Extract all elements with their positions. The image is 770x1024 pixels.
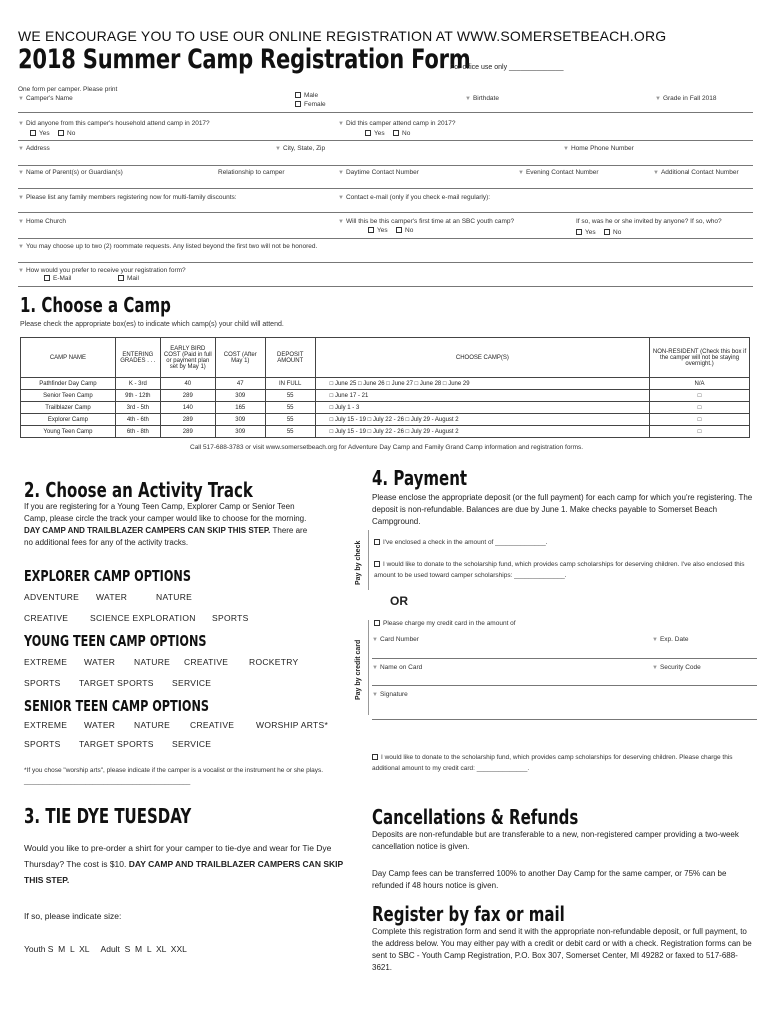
relationship-field[interactable] [218, 169, 284, 176]
section2-title: 2. Choose an Activity Track [24, 478, 253, 502]
worship-footnote: *If you chose "worship arts", please indicate if the camper is a vocalist or the instrument he or she plays. ______________________________________________ [24, 767, 324, 785]
checkbox-icon[interactable] [396, 227, 402, 233]
daytime-label: Daytime Contact Number [345, 169, 419, 176]
exp-date-field[interactable] [652, 636, 689, 643]
checkbox-icon[interactable] [365, 130, 371, 136]
track-option[interactable]: CREATIVE [184, 657, 229, 667]
section4-title: 4. Payment [372, 466, 468, 490]
security-code-field[interactable] [652, 664, 701, 671]
table-cell-early: 289 [160, 414, 215, 426]
no-label: No [402, 130, 411, 137]
section3-text [24, 840, 344, 888]
track-option[interactable]: TARGET SPORTS [79, 678, 154, 688]
first-time-yes[interactable] [368, 227, 388, 234]
church-label: Home Church [25, 218, 67, 225]
tie-dye-bold: DAY CAMP AND TRAILBLAZER CAMPERS CAN SKIP THIS STEP. [24, 859, 344, 885]
size-options[interactable]: Youth S M L XL Adult S M L XL XXL [24, 944, 187, 954]
city-label: City, State, Zip [282, 145, 326, 152]
home-phone-label: Home Phone Number [570, 145, 634, 152]
donate-card-label: I would like to donate to the scholarship fund, which provides camp scholarships for deserving children. Please charge this additional amount to my credit card: ______________. [372, 754, 733, 772]
donate-check-option[interactable] [374, 559, 759, 581]
table-header: ENTERING GRADES . . . [115, 338, 160, 378]
checkbox-icon[interactable] [58, 130, 64, 136]
card-number-label: Card Number [379, 636, 419, 643]
email-option[interactable] [44, 275, 71, 282]
triangle-icon: ▼ [18, 195, 24, 201]
track-option[interactable]: ADVENTURE [24, 592, 80, 602]
donate-check-label: I would like to donate to the scholarship fund, which provides camp scholarships for deserving children. I've also enclosed this amount to be used toward camper scholarships: ______________. [374, 561, 745, 579]
table-cell-choices[interactable]: □ July 1 - 3 [315, 402, 649, 414]
table-cell-cost: 165 [215, 402, 265, 414]
evening-field[interactable] [518, 169, 599, 176]
attended-no[interactable] [393, 130, 410, 137]
table-header: DEPOSIT AMOUNT [265, 338, 315, 378]
enclosed-label: I've enclosed a check in the amount of ______________. [383, 539, 548, 546]
triangle-icon: ▼ [465, 96, 471, 102]
checkbox-icon[interactable] [295, 101, 301, 107]
table-header: COST (After May 1) [215, 338, 265, 378]
family-members-field[interactable] [18, 194, 237, 201]
pay-by-check-label: Pay by check [355, 540, 362, 585]
explorer-row-2 [24, 613, 249, 623]
checkbox-icon[interactable] [604, 229, 610, 235]
track-option[interactable]: SPORTS [24, 678, 61, 688]
divider [372, 658, 757, 659]
table-cell-deposit: 55 [265, 402, 315, 414]
additional-label: Additional Contact Number [660, 169, 739, 176]
divider [368, 530, 369, 590]
triangle-icon: ▼ [372, 637, 378, 643]
checkbox-icon[interactable] [393, 130, 399, 136]
table-cell-nonres[interactable]: □ [650, 414, 750, 426]
checkbox-icon[interactable] [374, 620, 380, 626]
roommate-label: You may choose up to two (2) roommate requests. Any listed beyond the first two will not be honored. [25, 243, 318, 250]
home-church-field[interactable] [18, 218, 66, 225]
track-option[interactable]: WORSHIP ARTS* [256, 720, 329, 730]
triangle-icon: ▼ [338, 121, 344, 127]
triangle-icon: ▼ [18, 244, 24, 250]
track-option[interactable]: WATER [84, 720, 116, 730]
birthdate-label: Birthdate [472, 95, 499, 102]
table-cell-nonres[interactable]: N/A [650, 378, 750, 390]
table-cell-cost: 47 [215, 378, 265, 390]
table-cell-grades: K - 3rd [115, 378, 160, 390]
table-cell-cost: 309 [215, 426, 265, 438]
table-cell-choices[interactable]: □ June 25 □ June 26 □ June 27 □ June 28 □ June 29 [315, 378, 649, 390]
cancellations-p1: Deposits are non-refundable but are transferable to a new, non-registered camper providing a two-week cancellation notice is given. [372, 830, 739, 851]
pay-by-card-label: Pay by credit card [355, 639, 362, 700]
divider [18, 165, 753, 166]
receive-form-question [18, 267, 186, 274]
table-header: CAMP NAME [21, 338, 116, 378]
table-footer: Call 517-688-3783 or visit www.somersetbeach.org for Adventure Day Camp and Family Grand Camp information and registration forms. [190, 444, 584, 451]
page-title: 2018 Summer Camp Registration Form [18, 44, 471, 75]
grade-label: Grade in Fall 2018 [662, 95, 717, 102]
household-no[interactable] [58, 130, 75, 137]
table-cell-early: 289 [160, 426, 215, 438]
divider [372, 719, 757, 720]
track-option[interactable]: CREATIVE [24, 613, 69, 623]
intro-bold: DAY CAMP AND TRAILBLAZER CAMPERS CAN SKIP THIS STEP. [24, 526, 271, 535]
mail-option[interactable] [118, 275, 139, 282]
checkbox-icon[interactable] [576, 229, 582, 235]
table-row [21, 426, 750, 438]
checkbox-icon[interactable] [118, 275, 124, 281]
triangle-icon: ▼ [372, 692, 378, 698]
attended-label: Did this camper attend camp in 2017? [345, 120, 456, 127]
triangle-icon: ▼ [338, 219, 344, 225]
table-cell-name: Young Teen Camp [21, 426, 116, 438]
table-header-row [21, 338, 750, 378]
invited-yes[interactable] [576, 229, 596, 236]
female-label: Female [304, 101, 326, 108]
section3-title: 3. TIE DYE TUESDAY [24, 804, 192, 828]
register-title: Register by fax or mail [372, 902, 565, 926]
enclosed-check-option[interactable] [374, 539, 548, 546]
table-cell-nonres[interactable]: □ [650, 402, 750, 414]
name-on-card-field[interactable] [372, 664, 422, 671]
track-option[interactable]: TARGET SPORTS [79, 739, 154, 749]
track-option[interactable]: EXTREME [24, 657, 68, 667]
address-label: Address [25, 145, 50, 152]
attended-yes[interactable] [365, 130, 385, 137]
intro-end: There are no additional fees for any of the activity tracks. [24, 526, 308, 547]
invited-question: If so, was he or she invited by anyone? If so, who? [576, 218, 722, 225]
checkbox-icon[interactable] [295, 92, 301, 98]
relationship-label: Relationship to camper [218, 169, 285, 176]
table-cell-nonres[interactable]: □ [650, 426, 750, 438]
table-header: CHOOSE CAMP(S) [315, 338, 649, 378]
contact-email-field[interactable] [338, 194, 490, 201]
household-label: Did anyone from this camper's household attend camp in 2017? [25, 120, 210, 127]
checkbox-icon[interactable] [374, 539, 380, 545]
triangle-icon: ▼ [652, 665, 658, 671]
checkbox-icon[interactable] [372, 754, 378, 760]
roommate-field[interactable] [18, 243, 317, 250]
first-time-label: Will this be this camper's first time at an SBC youth camp? [345, 218, 515, 225]
birthdate-field[interactable] [465, 95, 499, 102]
invited-no[interactable] [604, 229, 621, 236]
parents-label: Name of Parent(s) or Guardian(s) [25, 169, 123, 176]
table-cell-name: Pathfinder Day Camp [21, 378, 116, 390]
register-text: Complete this registration form and send it with the appropriate non-refundable deposit, or full payment, to the address below. You may either pay with a credit or debit card or with a check. Registration forms can be sent to SBC - Youth Camp Registration, P.O. Box 307, Somerset Center, MI 49282 or faxed to 517-688-3621. [372, 927, 752, 972]
male-label: Male [304, 92, 319, 99]
triangle-icon: ▼ [18, 121, 24, 127]
table-header: EARLY BIRD COST (Paid in full or payment plan set by May 1) [160, 338, 215, 378]
no-label: No [613, 229, 622, 236]
young-title: YOUNG TEEN CAMP OPTIONS [24, 632, 207, 650]
table-cell-deposit: IN FULL [265, 378, 315, 390]
track-option[interactable]: SERVICE [172, 678, 212, 688]
table-cell-choices[interactable]: □ June 17 - 21 [315, 390, 649, 402]
yes-label: Yes [585, 229, 596, 236]
tie-dye-text: Would you like to pre-order a shirt for your camper to tie-dye and wear for Tie Dye Thursday? The cost is $10. [24, 843, 332, 869]
table-row [21, 402, 750, 414]
triangle-icon: ▼ [18, 268, 24, 274]
charge-card-option[interactable] [374, 620, 516, 627]
card-number-field[interactable] [372, 636, 419, 643]
divider [368, 620, 369, 715]
section2-intro [24, 501, 312, 549]
attended-question [338, 120, 455, 127]
divider [18, 188, 753, 189]
male-option[interactable] [295, 92, 318, 99]
yes-label: Yes [39, 130, 50, 137]
triangle-icon: ▼ [18, 146, 24, 152]
one-form-note: One form per camper. Please print [18, 86, 118, 93]
triangle-icon: ▼ [655, 96, 661, 102]
senior-title: SENIOR TEEN CAMP OPTIONS [24, 697, 209, 715]
daytime-field[interactable] [338, 169, 419, 176]
divider [18, 140, 753, 141]
donate-card-option[interactable] [372, 752, 757, 774]
table-cell-cost: 309 [215, 390, 265, 402]
receive-label: How would you prefer to receive your registration form? [25, 267, 186, 274]
yes-label: Yes [374, 130, 385, 137]
track-option[interactable]: SPORTS [24, 739, 61, 749]
divider [18, 112, 753, 113]
senior-row-1 [24, 720, 328, 730]
evening-label: Evening Contact Number [525, 169, 599, 176]
triangle-icon: ▼ [338, 170, 344, 176]
table-cell-grades: 4th - 6th [115, 414, 160, 426]
track-option[interactable]: WATER [96, 592, 128, 602]
table-cell-name: Senior Teen Camp [21, 390, 116, 402]
mail-option-label: Mail [127, 275, 139, 282]
checkbox-icon[interactable] [374, 561, 380, 567]
triangle-icon: ▼ [652, 637, 658, 643]
section1-instruction: Please check the appropriate box(es) to indicate which camp(s) your child will attend. [20, 321, 284, 328]
address-field[interactable] [18, 145, 50, 152]
table-cell-nonres[interactable]: □ [650, 390, 750, 402]
divider [18, 286, 753, 287]
divider [372, 685, 757, 686]
size-prompt: If so, please indicate size: [24, 911, 122, 921]
email-label: Contact e-mail (only if you check e-mail regularly): [345, 194, 491, 201]
table-cell-grades: 3rd - 5th [115, 402, 160, 414]
table-row [21, 390, 750, 402]
table-cell-choices[interactable]: □ July 15 - 19 □ July 22 - 26 □ July 29 - August 2 [315, 426, 649, 438]
cancellations-title: Cancellations & Refunds [372, 805, 579, 829]
young-row-1 [24, 657, 298, 667]
parents-field[interactable] [18, 169, 123, 176]
additional-field[interactable] [653, 169, 739, 176]
table-cell-early: 40 [160, 378, 215, 390]
office-use: For office use only ______________ [450, 64, 564, 71]
signature-label: Signature [379, 691, 408, 698]
intro-text: If you are registering for a Young Teen Camp, Explorer Camp or Senior Teen Camp, please circle the track your camper would like to choose for the morning. [24, 502, 307, 523]
signature-field[interactable] [372, 691, 408, 698]
banner: WE ENCOURAGE YOU TO USE OUR ONLINE REGISTRATION AT WWW.SOMERSETBEACH.ORG [18, 28, 667, 44]
exp-label: Exp. Date [659, 636, 689, 643]
table-cell-early: 140 [160, 402, 215, 414]
track-option[interactable]: CREATIVE [190, 720, 235, 730]
camper-name-label: Camper's Name [25, 95, 73, 102]
senior-row-2 [24, 739, 211, 749]
explorer-title: EXPLORER CAMP OPTIONS [24, 567, 191, 585]
table-row [21, 378, 750, 390]
name-on-card-label: Name on Card [379, 664, 423, 671]
divider [18, 212, 753, 213]
security-label: Security Code [659, 664, 701, 671]
family-label: Please list any family members registering now for multi-family discounts: [25, 194, 237, 201]
table-cell-deposit: 55 [265, 414, 315, 426]
checkbox-icon[interactable] [30, 130, 36, 136]
table-header: NON-RESIDENT (Check this box if the camper will not be staying overnight.) [650, 338, 750, 378]
table-row [21, 414, 750, 426]
camper-name-field[interactable] [18, 95, 73, 102]
track-option[interactable]: NATURE [156, 592, 193, 602]
track-option[interactable]: NATURE [134, 657, 171, 667]
triangle-icon: ▼ [653, 170, 659, 176]
triangle-icon: ▼ [18, 219, 24, 225]
explorer-row-1 [24, 592, 192, 602]
no-label: No [405, 227, 414, 234]
track-option[interactable]: ROCKETRY [249, 657, 299, 667]
divider [18, 262, 753, 263]
camp-table [20, 337, 750, 438]
first-time-question [338, 218, 514, 225]
triangle-icon: ▼ [275, 146, 281, 152]
checkbox-icon[interactable] [44, 275, 50, 281]
grade-field[interactable] [655, 95, 716, 102]
section1-title: 1. Choose a Camp [20, 293, 171, 317]
table-cell-name: Explorer Camp [21, 414, 116, 426]
charge-label: Please charge my credit card in the amount of [383, 620, 516, 627]
triangle-icon: ▼ [372, 665, 378, 671]
table-cell-choices[interactable]: □ July 15 - 19 □ July 22 - 26 □ July 29 - August 2 [315, 414, 649, 426]
household-question [18, 120, 210, 127]
city-field[interactable] [275, 145, 325, 152]
young-row-2 [24, 678, 211, 688]
track-option[interactable]: SPORTS [212, 613, 249, 623]
checkbox-icon[interactable] [368, 227, 374, 233]
triangle-icon: ▼ [338, 195, 344, 201]
no-label: No [67, 130, 76, 137]
table-cell-deposit: 55 [265, 426, 315, 438]
table-cell-name: Trailblazer Camp [21, 402, 116, 414]
household-yes[interactable] [30, 130, 50, 137]
table-cell-cost: 309 [215, 414, 265, 426]
female-option[interactable] [295, 101, 326, 108]
track-option[interactable]: WATER [84, 657, 116, 667]
triangle-icon: ▼ [18, 96, 24, 102]
first-time-no[interactable] [396, 227, 413, 234]
triangle-icon: ▼ [518, 170, 524, 176]
home-phone-field[interactable] [563, 145, 634, 152]
table-cell-grades: 6th - 8th [115, 426, 160, 438]
table-cell-deposit: 55 [265, 390, 315, 402]
or-divider: OR [390, 594, 408, 608]
yes-label: Yes [377, 227, 388, 234]
track-option[interactable]: NATURE [134, 720, 171, 730]
track-option[interactable]: EXTREME [24, 720, 68, 730]
track-option[interactable]: SERVICE [172, 739, 212, 749]
table-cell-grades: 9th - 12th [115, 390, 160, 402]
divider [18, 238, 753, 239]
triangle-icon: ▼ [18, 170, 24, 176]
triangle-icon: ▼ [563, 146, 569, 152]
cancellations-p2: Day Camp fees can be transferred 100% to another Day Camp for the same camper, or 75% can be refunded if 48 hours notice is given. [372, 869, 727, 890]
payment-intro: Please enclose the appropriate deposit (or the full payment) for each camp for which you're registering. The deposit is non-refundable. Balances are due by June 1. Make checks payable to Somerset Beach Campground. [372, 493, 753, 526]
track-option[interactable]: SCIENCE EXPLORATION [90, 613, 196, 623]
table-cell-early: 289 [160, 390, 215, 402]
email-option-label: E-Mail [53, 275, 72, 282]
